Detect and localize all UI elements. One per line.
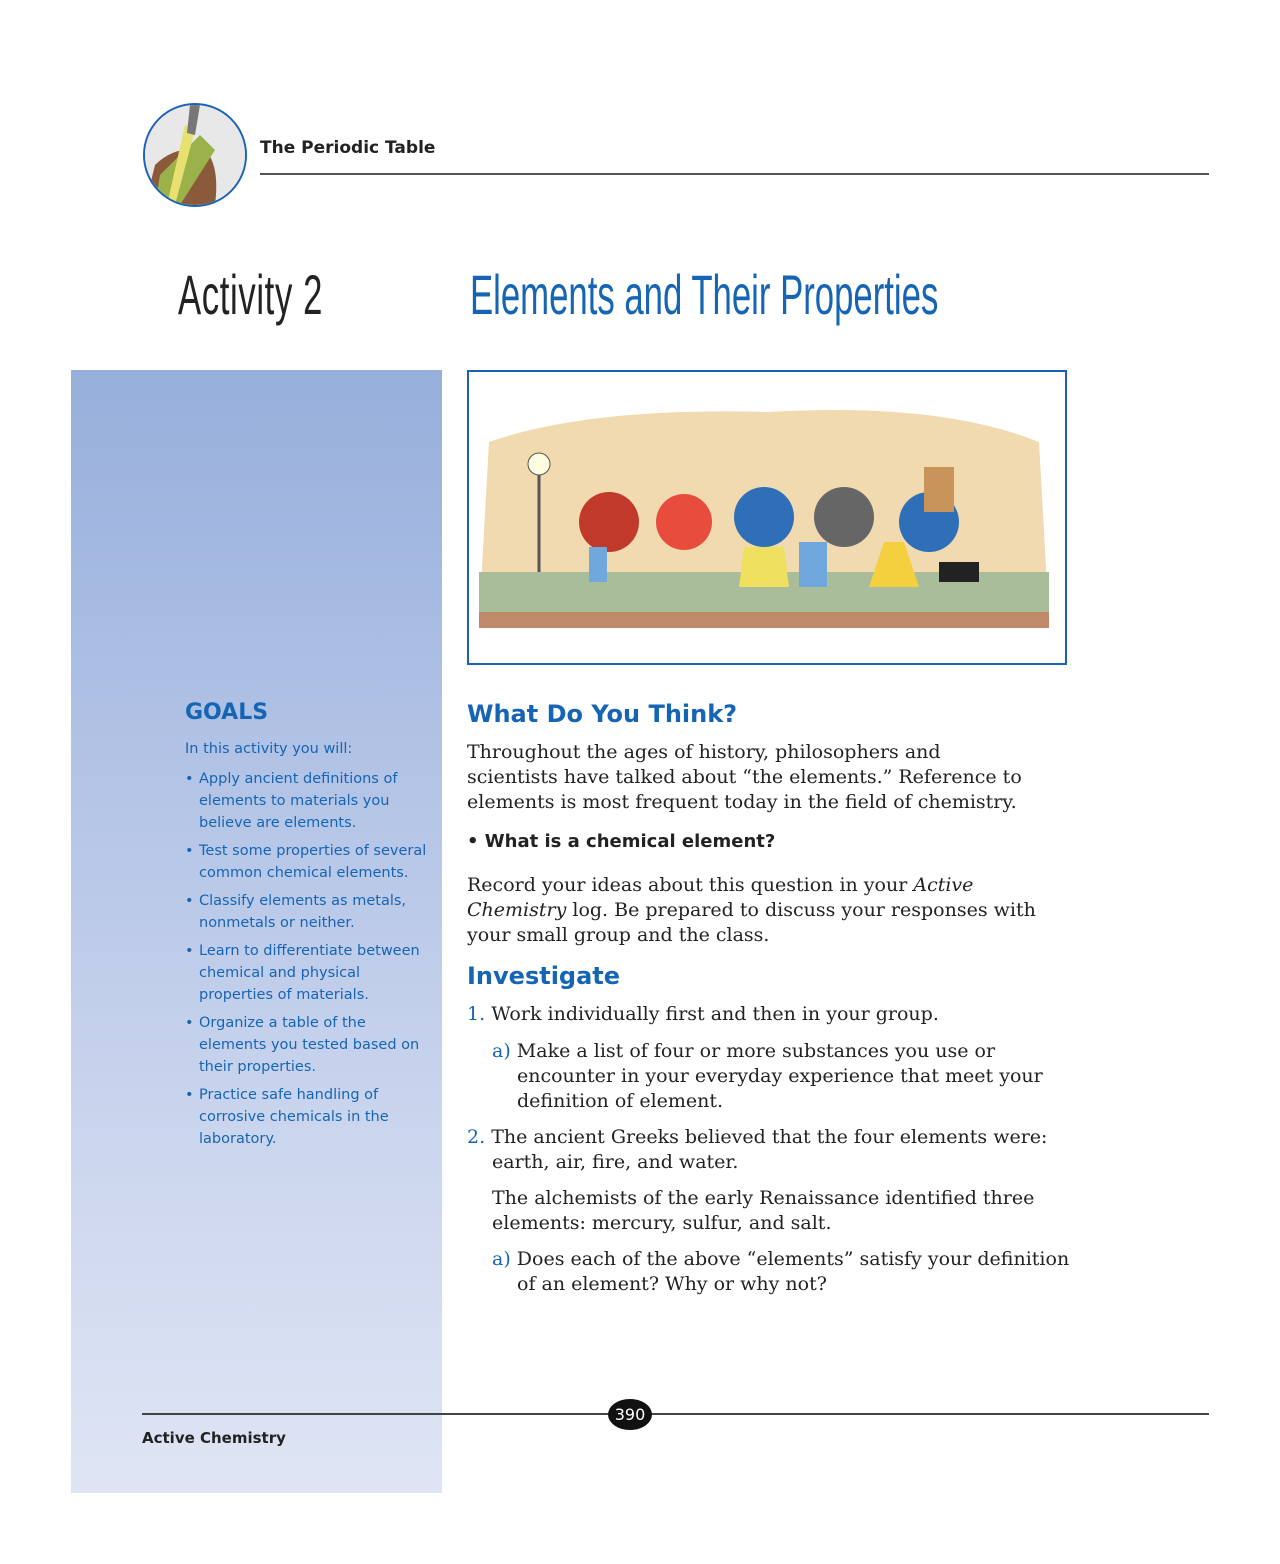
header-divider — [260, 173, 1209, 175]
goal-item: • Apply ancient definitions of elements to materials you believe are elements. — [185, 768, 435, 834]
step-letter: a) — [492, 1248, 511, 1270]
activity-label: Activity 2 — [178, 263, 324, 326]
investigate-heading: Investigate — [467, 962, 621, 990]
goal-item: • Classify elements as metals, nonmetals or neither. — [185, 890, 435, 934]
footer-divider — [142, 1413, 1209, 1415]
goal-item: • Practice safe handling of corrosive chemicals in the laboratory. — [185, 1084, 435, 1150]
chapter-logo-image — [143, 103, 247, 207]
goals-heading: GOALS — [185, 700, 269, 725]
what-do-you-think-heading: What Do You Think? — [467, 700, 738, 728]
step-2-paragraph: The alchemists of the early Renaissance identified three elements: mercury, sulfur, and salt. — [492, 1187, 1035, 1234]
step-number: 2. — [467, 1126, 486, 1148]
step-letter: a) — [492, 1040, 511, 1062]
think-question: • What is a chemical element? — [467, 831, 776, 852]
goals-intro: In this activity you will: — [185, 741, 353, 757]
step-text: Does each of the above “elements” satisfy your definition of an element? Why or why not? — [516, 1248, 1070, 1295]
step-number: 1. — [467, 1003, 486, 1025]
record-text: Record your ideas about this question in your — [467, 874, 914, 896]
step-2a — [492, 1247, 1082, 1297]
page-number: 390 — [608, 1399, 652, 1430]
step-2 — [467, 1125, 1052, 1175]
step-text: The ancient Greeks believed that the four elements were: earth, air, fire, and water. — [491, 1126, 1048, 1173]
step-text: Work individually first and then in your group. — [491, 1003, 939, 1025]
step-text: Make a list of four or more substances you use or encounter in your everyday experience that meet your definition of element. — [516, 1040, 1043, 1112]
lab-illustration — [467, 370, 1067, 665]
goals-list — [185, 768, 435, 1156]
record-paragraph — [467, 873, 1077, 948]
book-title: Active Chemistry — [142, 1429, 286, 1447]
step-1a — [492, 1039, 1052, 1114]
goal-item: • Test some properties of several common chemical elements. — [185, 840, 435, 884]
record-book-title: Active Chemistry — [467, 874, 974, 921]
think-paragraph: Throughout the ages of history, philosophers and scientists have talked about “the elements.” Reference to elements is most frequent today in the field of chemistry. — [467, 741, 1022, 813]
record-text-end: log. Be prepared to discuss your responses with your small group and the class. — [467, 899, 1036, 946]
goal-item: • Learn to differentiate between chemical and physical properties of materials. — [185, 940, 435, 1006]
question-text: What is a chemical element? — [484, 831, 776, 852]
activity-title: Elements and Their Properties — [470, 263, 939, 326]
chapter-title: The Periodic Table — [260, 138, 436, 158]
step-1 — [467, 1002, 1077, 1027]
goal-item: • Organize a table of the elements you tested based on their properties. — [185, 1012, 435, 1078]
